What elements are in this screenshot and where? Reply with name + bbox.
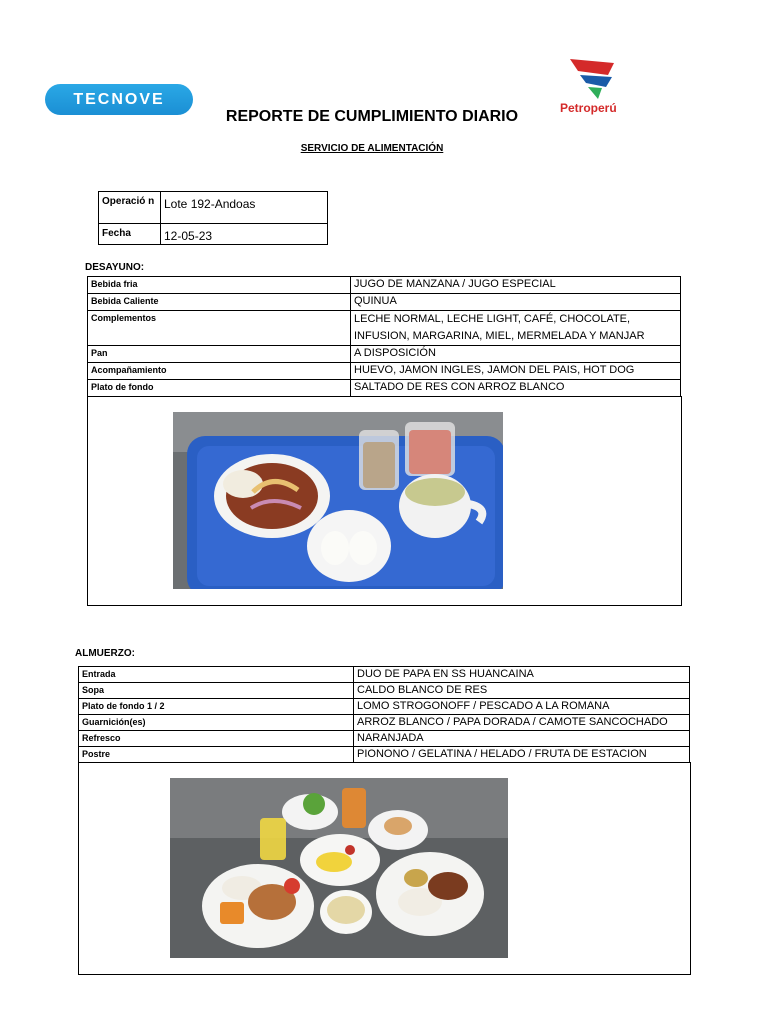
menu-label: Postre (79, 747, 354, 763)
menu-value: NARANJADA (354, 731, 690, 747)
menu-label: Guarnición(es) (79, 715, 354, 731)
table-row (88, 380, 681, 397)
menu-value: LECHE NORMAL, LECHE LIGHT, CAFÉ, CHOCOLATE, INFUSION, MARGARINA, MIEL, MERMELADA Y MANJAR (351, 311, 681, 346)
menu-label: Sopa (79, 683, 354, 699)
page-subtitle: SERVICIO DE ALIMENTACIÓN (300, 143, 444, 154)
petroperu-logo-text: Petroperú (560, 101, 617, 115)
desayuno-table (87, 276, 681, 397)
menu-value: JUGO DE MANZANA / JUGO ESPECIAL (351, 277, 681, 294)
menu-label: Bebida fria (88, 277, 351, 294)
table-row (88, 311, 681, 346)
menu-value: CALDO BLANCO DE RES (354, 683, 690, 699)
menu-label: Complementos (88, 311, 351, 346)
menu-value: ARROZ BLANCO / PAPA DORADA / CAMOTE SANCOCHADO (354, 715, 690, 731)
menu-value: SALTADO DE RES CON ARROZ BLANCO (351, 380, 681, 397)
table-row (88, 346, 681, 363)
menu-label: Acompañamiento (88, 363, 351, 380)
table-row (99, 192, 328, 224)
menu-label: Bebida Caliente (88, 294, 351, 311)
info-label: Operació n (99, 192, 161, 224)
menu-label: Entrada (79, 667, 354, 683)
menu-value: A DISPOSICIÓN (351, 346, 681, 363)
table-row (79, 731, 690, 747)
table-row (79, 667, 690, 683)
menu-label: Plato de fondo (88, 380, 351, 397)
table-row (99, 224, 328, 245)
table-row (88, 277, 681, 294)
menu-value: LOMO STROGONOFF / PESCADO A LA ROMANA (354, 699, 690, 715)
info-label: Fecha (99, 224, 161, 245)
tecnove-logo-text: TECNOVE (73, 90, 165, 108)
almuerzo-label: ALMUERZO: (75, 648, 135, 659)
menu-value: HUEVO, JAMON INGLES, JAMON DEL PAIS, HOT DOG (351, 363, 681, 380)
page-title: REPORTE DE CUMPLIMIENTO DIARIO (225, 108, 519, 125)
menu-label: Pan (88, 346, 351, 363)
info-table (98, 191, 328, 245)
table-row (79, 683, 690, 699)
table-row (88, 363, 681, 380)
table-row (79, 699, 690, 715)
info-value: 12-05-23 (161, 224, 328, 245)
menu-value: QUINUA (351, 294, 681, 311)
desayuno-label: DESAYUNO: (85, 262, 145, 273)
desayuno-photo (173, 412, 503, 589)
almuerzo-photo (170, 778, 508, 958)
info-value: Lote 192-Andoas (161, 192, 328, 224)
menu-value: PIONONO / GELATINA / HELADO / FRUTA DE ESTACION (354, 747, 690, 763)
petroperu-logo-icon (568, 57, 618, 101)
table-row (79, 715, 690, 731)
menu-value: DUO DE PAPA EN SS HUANCAINA (354, 667, 690, 683)
menu-label: Refresco (79, 731, 354, 747)
table-row (79, 747, 690, 763)
table-row (88, 294, 681, 311)
menu-label: Plato de fondo 1 / 2 (79, 699, 354, 715)
almuerzo-table (78, 666, 690, 763)
